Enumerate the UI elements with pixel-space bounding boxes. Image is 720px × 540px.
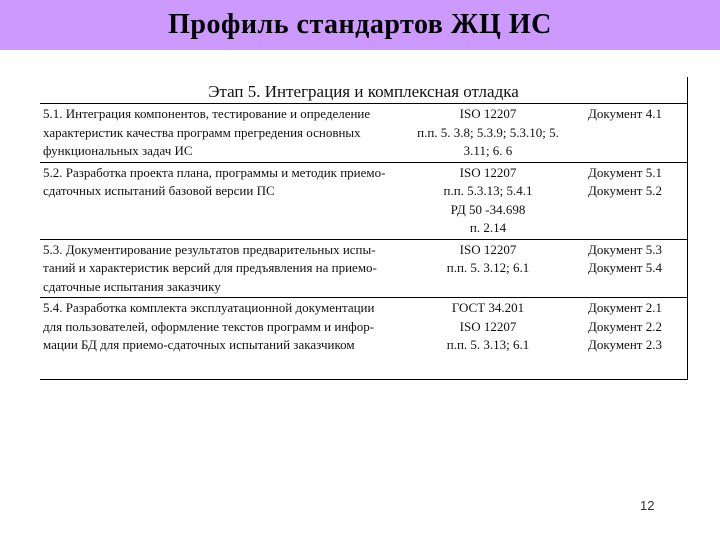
document-cell [574, 240, 688, 298]
document-line: Документ 2.2 [588, 318, 662, 334]
task-line: сдаточные испытания заказчику [43, 278, 221, 294]
standard-cell [402, 240, 574, 298]
task-line: 5.3. Документирование результатов предварительных испы- [43, 241, 376, 257]
task-line: 5.4. Разработка комплекта эксплуатационной документации [43, 300, 375, 315]
slide-title: Профиль стандартов ЖЦ ИС [168, 9, 552, 40]
standard-line: п.п. 5. 3.13; 6.1 [446, 337, 530, 352]
task-line: 5.1. Интеграция компонентов, тестирование и определение [43, 106, 371, 121]
standard-line: РД 50 -34.698 [450, 201, 526, 217]
standard-line: ISO 12207 [459, 164, 517, 180]
table-row [40, 240, 687, 299]
task-line: мации БД для приемо-сдаточных испытаний заказчиком [43, 337, 355, 352]
task-cell [40, 104, 402, 162]
standard-cell [402, 104, 574, 162]
standard-cell [402, 298, 574, 356]
task-cell [40, 240, 402, 298]
task-line: характеристик качества программ прегредения основных [43, 124, 361, 140]
table-row [40, 163, 687, 240]
standards-table [40, 77, 688, 380]
standard-line: ISO 12207 [459, 318, 517, 334]
standard-line: ISO 12207 [459, 106, 517, 121]
document-cell [574, 298, 688, 356]
document-line: Документ 5.4 [588, 260, 662, 275]
standard-line: 3.11; 6. 6 [463, 143, 513, 158]
standard-line: п.п. 5. 3.8; 5.3.9; 5.3.10; 5. [417, 124, 559, 140]
task-line: таний и характеристик версий для предъявления на приемо- [43, 260, 377, 275]
task-line: для пользователей, оформление текстов программ и инфор- [43, 318, 375, 334]
document-cell [574, 163, 688, 239]
document-line: Документ 4.1 [588, 106, 662, 121]
task-line: сдаточных испытаний базовой версии ПС [43, 183, 275, 198]
page-number: 12 [640, 498, 655, 513]
standard-line: ГОСТ 34.201 [451, 300, 525, 315]
task-line: функциональных задач ИС [43, 143, 193, 158]
task-cell [40, 298, 402, 356]
table-row [40, 298, 687, 356]
document-line: Документ 2.3 [588, 337, 662, 352]
task-cell [40, 163, 402, 239]
document-line: Документ 5.1 [588, 164, 662, 180]
table-row [40, 104, 687, 163]
standard-line: п.п. 5.3.13; 5.4.1 [443, 183, 533, 198]
standard-cell [402, 163, 574, 239]
document-line: Документ 2.1 [588, 300, 662, 315]
document-cell [574, 104, 688, 162]
standard-line: п. 2.14 [469, 220, 507, 235]
task-line: 5.2. Разработка проекта плана, программы и методик приемо- [43, 164, 386, 180]
standard-line: ISO 12207 [459, 241, 517, 257]
standard-line: п.п. 5. 3.12; 6.1 [446, 260, 530, 275]
stage-heading: Этап 5. Интеграция и комплексная отладка [40, 77, 687, 104]
title-bar [0, 0, 720, 50]
document-line: Документ 5.2 [588, 183, 662, 198]
document-line: Документ 5.3 [588, 241, 662, 257]
